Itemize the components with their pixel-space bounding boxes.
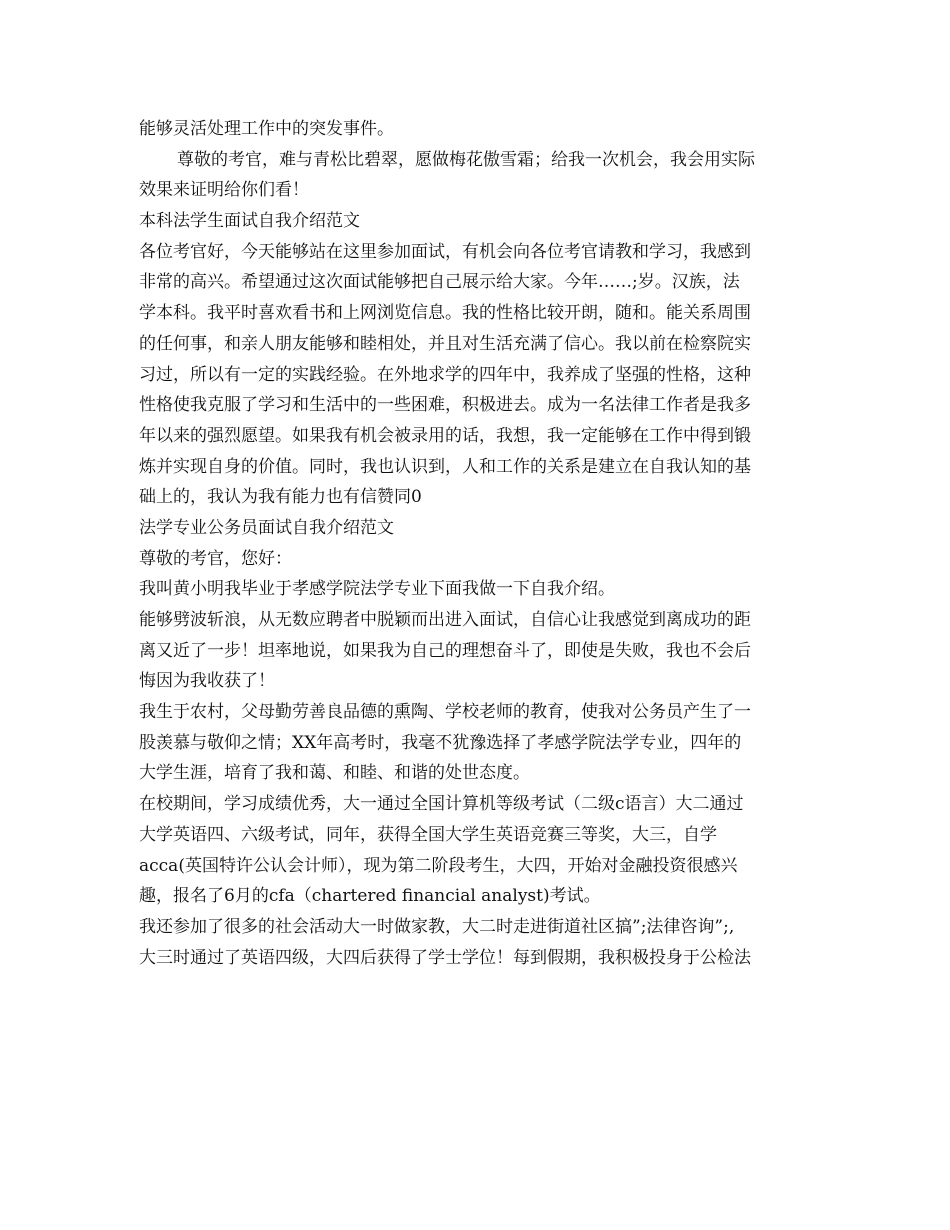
paragraph-line: 的任何事，和亲人朋友能够和睦相处，并且对生活充满了信心。我以前在检察院实 <box>139 333 751 354</box>
paragraph-line: 年以来的强烈愿望。如果我有机会被录用的话，我想，我一定能够在工作中得到锻 <box>139 425 751 446</box>
paragraph-line: 我还参加了很多的社会活动大一时做家教，大二时走进街道社区搞”;法律咨询”;, <box>139 916 735 937</box>
paragraph-line: 悔因为我收获了！ <box>139 671 275 692</box>
paragraph-line: 离又近了一步！坦率地说，如果我为自己的理想奋斗了，即使是失败，我也不会后 <box>139 640 751 661</box>
paragraph-line: 习过，所以有一定的实践经验。在外地求学的四年中，我养成了坚强的性格，这种 <box>139 364 751 385</box>
paragraph-line: 股羡慕与敬仰之情；XX年高考时，我毫不犹豫选择了孝感学院法学专业，四年的 <box>139 732 742 753</box>
paragraph-line: 尊敬的考官，您好： <box>139 548 292 569</box>
paragraph-line: 我叫黄小明我毕业于孝感学院法学专业下面我做一下自我介绍。 <box>139 579 615 600</box>
section-heading: 法学专业公务员面试自我介绍范文 <box>139 517 394 538</box>
paragraph-line: 础上的，我认为我有能力也有信赞同0 <box>139 487 422 508</box>
section-heading: 本科法学生面试自我介绍范文 <box>139 211 360 232</box>
document-body <box>139 114 815 973</box>
paragraph-line: 能够灵活处理工作中的突发事件。 <box>139 119 394 139</box>
paragraph-line: 各位考官好，今天能够站在这里参加面试，有机会向各位考官请教和学习，我感到 <box>139 241 751 262</box>
paragraph-line: 尊敬的考官，难与青松比碧翠，愿做梅花傲雪霜；给我一次机会，我会用实际 <box>177 149 755 170</box>
paragraph-line: 炼并实现自身的价值。同时，我也认识到，人和工作的关系是建立在自我认知的基 <box>139 456 751 477</box>
paragraph-line: acca(英国特许公认会计师），现为第二阶段考生，大四，开始对金融投资很感兴 <box>139 855 738 876</box>
paragraph-line: 非常的高兴。希望通过这次面试能够把自己展示给大家。今年……;岁。汉族，法 <box>139 272 740 293</box>
paragraph-line: 大学生涯，培育了我和蔼、和睦、和谐的处世态度。 <box>139 763 530 784</box>
paragraph-line: 趣，报名了6月的cfa（chartered financial analyst)考试。 <box>139 886 601 907</box>
paragraph-line: 效果来证明给你们看！ <box>139 180 309 201</box>
paragraph-line: 性格使我克服了学习和生活中的一些困难，积极进去。成为一名法律工作者是我多 <box>139 395 751 416</box>
paragraph-line: 大三时通过了英语四级，大四后获得了学士学位！每到假期，我积极投身于公检法 <box>139 947 751 968</box>
paragraph-line: 我生于农村，父母勤劳善良品德的熏陶、学校老师的教育，使我对公务员产生了一 <box>139 702 751 723</box>
paragraph-line: 学本科。我平时喜欢看书和上网浏览信息。我的性格比较开朗，随和。能关系周围 <box>139 303 751 324</box>
paragraph-line: 大学英语四、六级考试，同年，获得全国大学生英语竞赛三等奖，大三，自学 <box>139 824 717 845</box>
paragraph-line: 在校期间，学习成绩优秀，大一通过全国计算机等级考试（二级c语言）大二通过 <box>139 794 744 815</box>
paragraph-line: 能够劈波斩浪，从无数应聘者中脱颖而出进入面试，自信心让我感觉到离成功的距 <box>139 610 751 630</box>
